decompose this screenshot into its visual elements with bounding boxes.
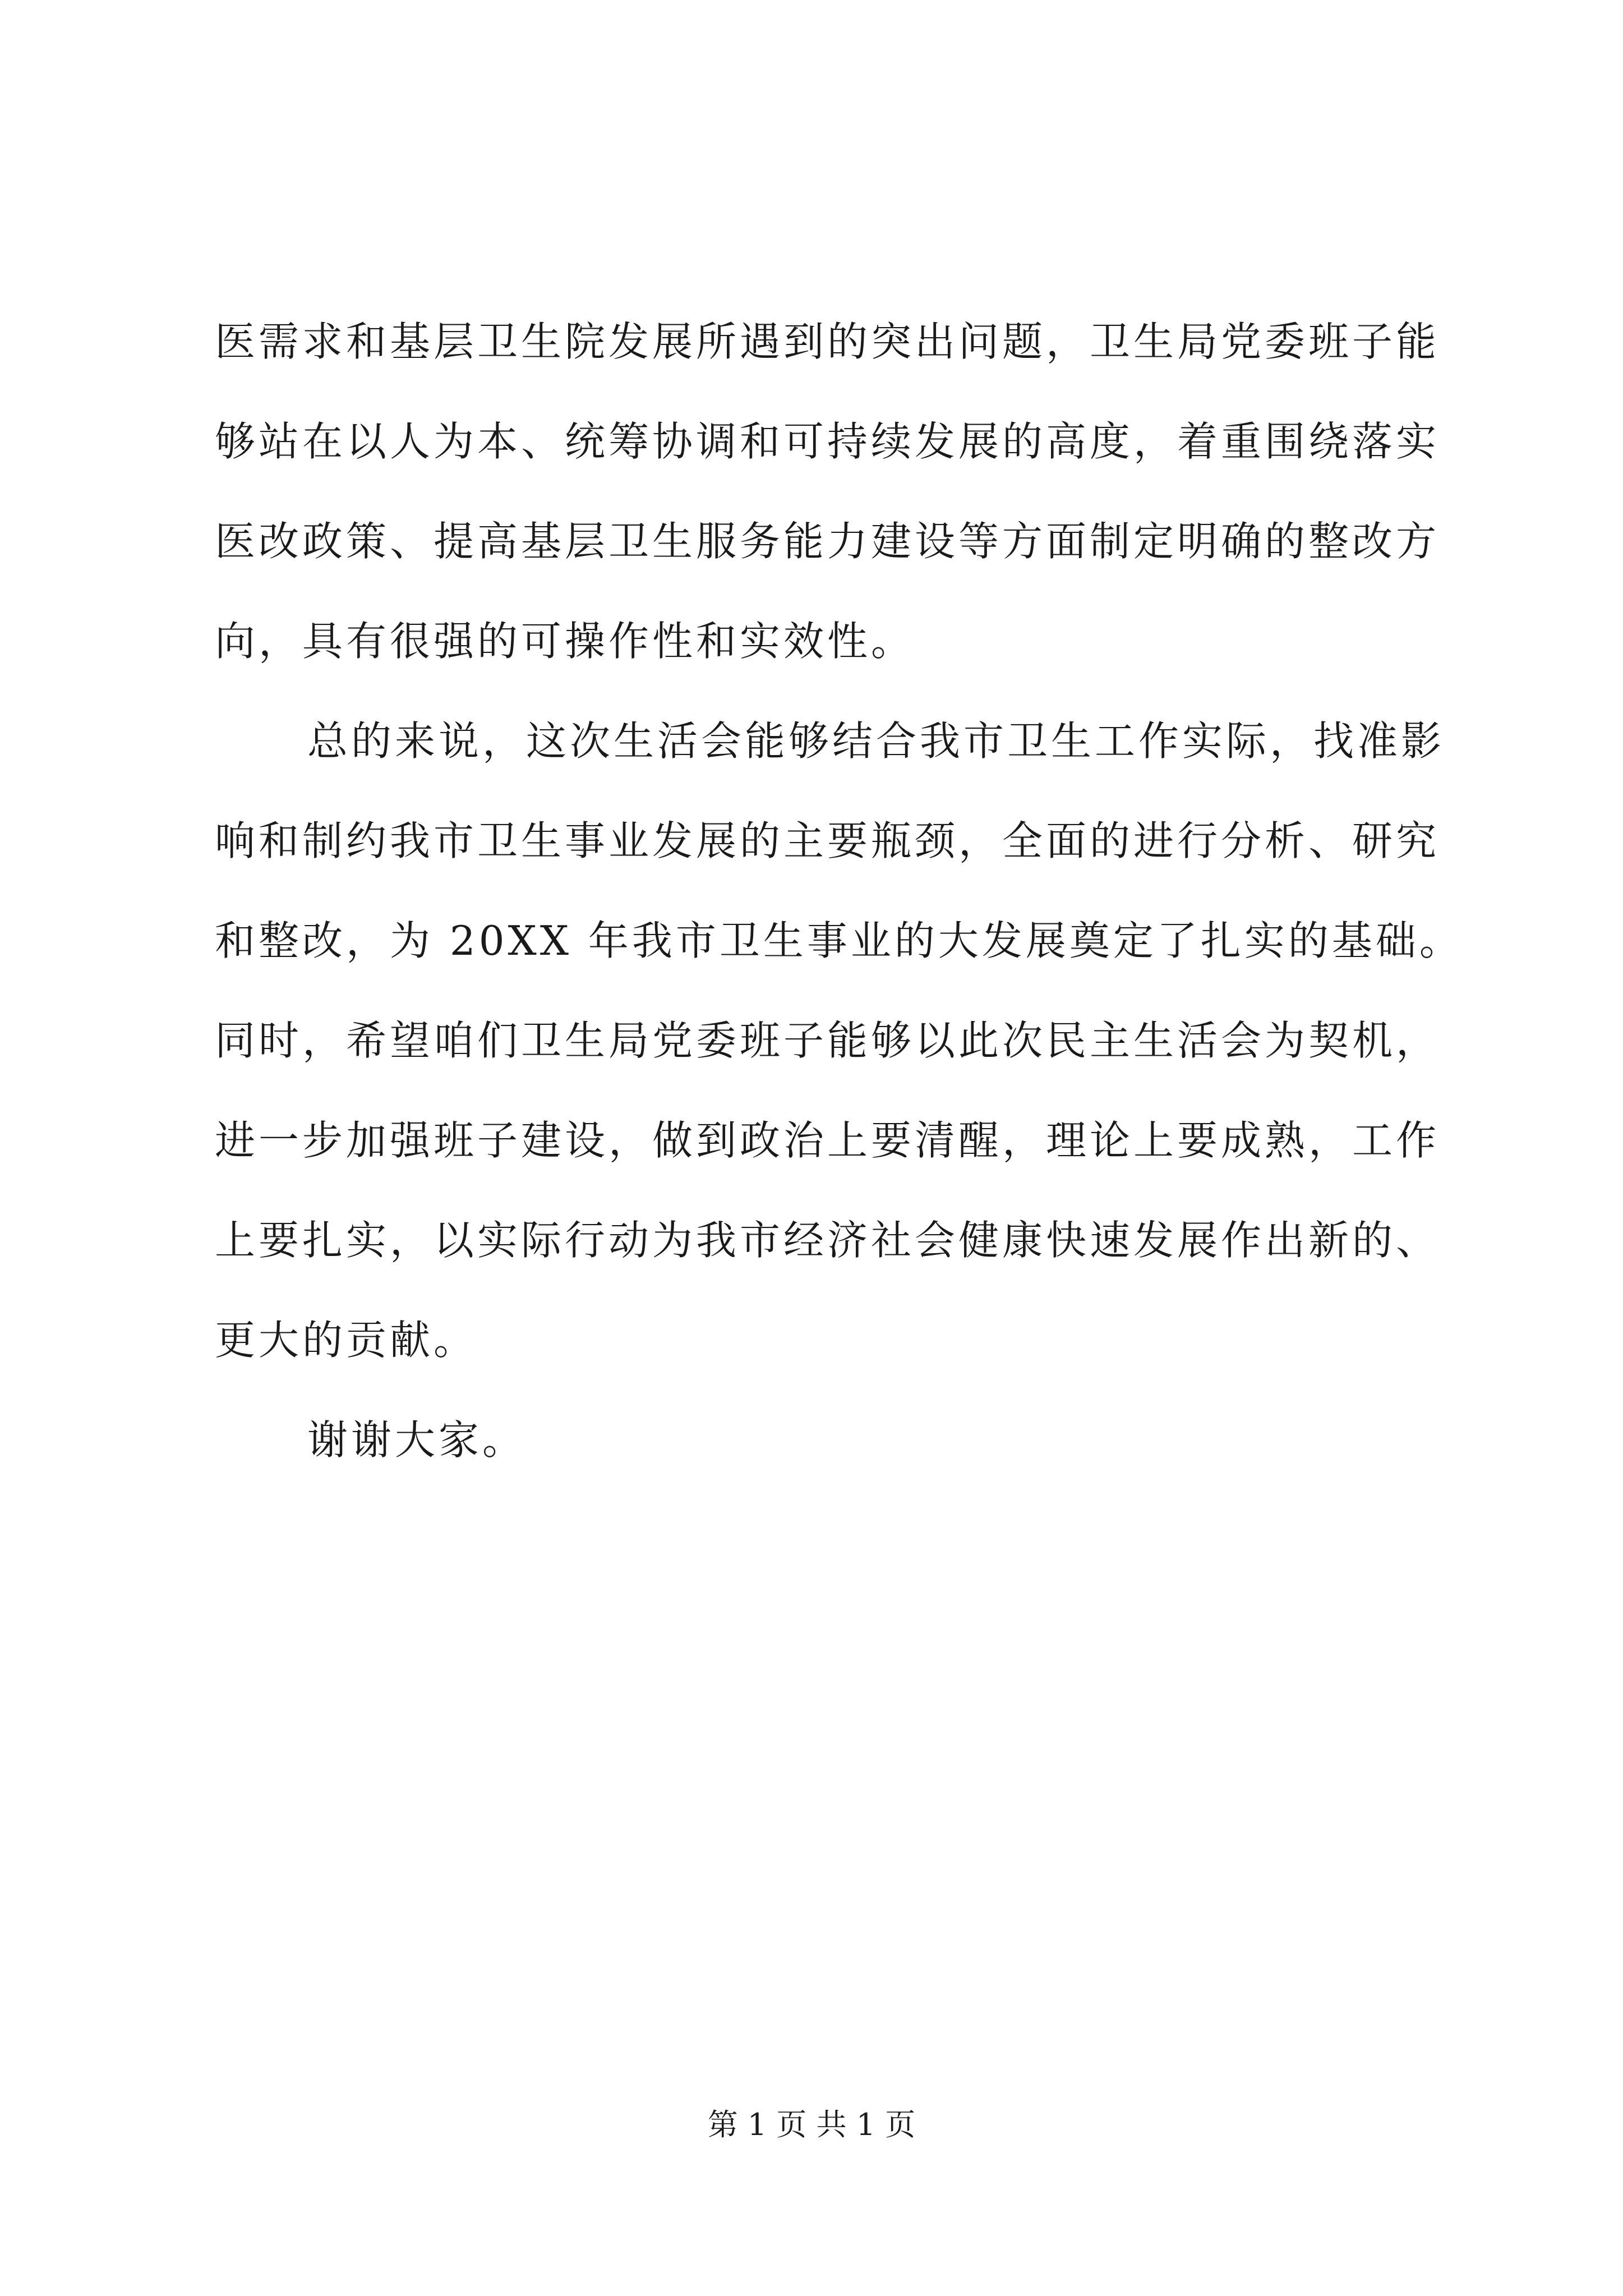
text-line: 向，具有很强的可操作性和实效性。 (215, 618, 915, 665)
text-line: 医需求和基层卫生院发展所遇到的突出问题，卫生局党委班子能 (215, 318, 1440, 365)
text-line: 更大的贡献。 (215, 1317, 478, 1364)
text-line: 和整改，为 20XX 年我市卫生事业的大发展奠定了扎实的基础。 (215, 917, 1463, 964)
page-number: 第 1 页 共 1 页 (707, 2107, 916, 2142)
text-line: 总的来说，这次生活会能够结合我市卫生工作实际，找准影 (307, 717, 1445, 765)
text-line: 医改政策、提高基层卫生服务能力建设等方面制定明确的整改方 (215, 518, 1440, 565)
document-body (215, 292, 1463, 1490)
page-footer (0, 2101, 1623, 2144)
text-line: 进一步加强班子建设，做到政治上要清醒，理论上要成熟，工作 (215, 1117, 1440, 1164)
text-line: 够站在以人为本、统筹协调和可持续发展的高度，着重围绕落实 (215, 418, 1440, 465)
text-line: 同时，希望咱们卫生局党委班子能够以此次民主生活会为契机， (215, 1017, 1440, 1064)
text-line: 上要扎实，以实际行动为我市经济社会健康快速发展作出新的、 (215, 1217, 1440, 1264)
text-line: 响和制约我市卫生事业发展的主要瓶颈，全面的进行分析、研究 (215, 817, 1440, 864)
closing-line: 谢谢大家。 (307, 1416, 527, 1464)
